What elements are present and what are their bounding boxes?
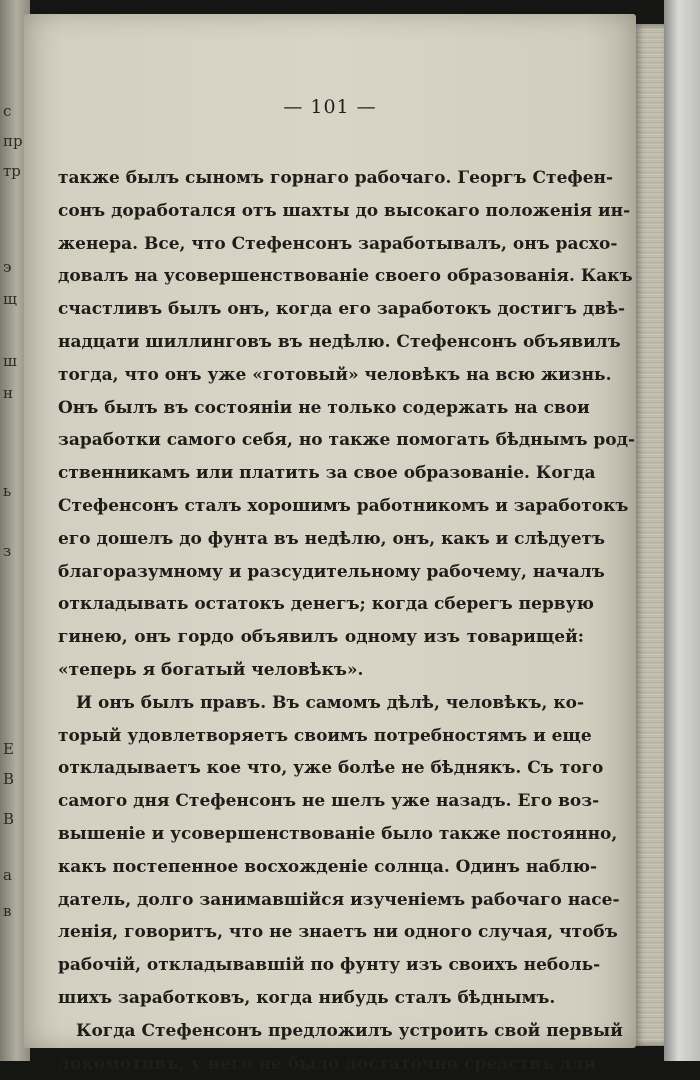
facing-page-fragment: ь xyxy=(3,482,12,500)
facing-page-fragment: в xyxy=(3,902,12,920)
text-line: Стефенсонъ сталъ хорошимъ работникомъ и заработокъ xyxy=(58,495,629,516)
text-line: торый удовлетворяетъ своимъ потребностямъ и еще xyxy=(58,725,592,746)
text-line: тогда, что онъ уже «готовый» человѣкъ на всю жизнь. xyxy=(58,364,612,385)
text-line: локомотивъ, у него не было достаточно средствъ для xyxy=(58,1053,596,1074)
text-line: его дошелъ до фунта въ недѣлю, онъ, какъ и слѣдуетъ xyxy=(58,528,606,549)
text-line: откладывать остатокъ денегъ; когда сберегъ первую xyxy=(58,594,594,615)
text-line-paragraph-start: И онъ былъ правъ. Въ самомъ дѣлѣ, человѣкъ, ко- xyxy=(76,692,584,713)
facing-page-fragment: с xyxy=(3,102,12,120)
text-line: благоразумному и разсудительному рабочему, началъ xyxy=(58,561,605,582)
text-line: гинею, онъ гордо объявилъ одному изъ товарищей: xyxy=(58,627,584,648)
text-line: сонъ доработался отъ шахты до высокаго положенія ин- xyxy=(58,200,631,221)
text-line-paragraph-end: «теперь я богатый человѣкъ». xyxy=(58,659,364,680)
facing-page-fragment: В xyxy=(3,810,15,828)
text-line: какъ постепенное восхожденіе солнца. Одинъ наблю- xyxy=(58,856,598,877)
facing-page-fragment: В xyxy=(3,770,15,788)
text-line: вышеніе и усовершенствованіе было также постоянно, xyxy=(58,823,618,844)
text-line: счастливъ былъ онъ, когда его заработокъ достигъ двѣ- xyxy=(58,299,626,320)
facing-page-fragment: э xyxy=(3,258,12,276)
facing-page-fragment: тр xyxy=(3,162,21,180)
text-line: откладываетъ кое что, уже болѣе не бѣднякъ. Съ того xyxy=(58,758,604,779)
text-line: также былъ сыномъ горнаго рабочаго. Георгъ Стефен- xyxy=(58,168,614,188)
background-cloth xyxy=(664,0,700,1061)
book-page xyxy=(24,14,636,1074)
text-line: женера. Все, что Стефенсонъ заработывалъ, онъ расхо- xyxy=(58,233,618,254)
text-line-paragraph-start: Когда Стефенсонъ предложилъ устроить свой первый xyxy=(76,1020,623,1041)
text-line: датель, долго занимавшійся изученіемъ рабочаго насе- xyxy=(58,889,620,910)
text-line: ственникамъ или платить за свое образованіе. Когда xyxy=(58,463,596,484)
text-line: Онъ былъ въ состояніи не только содержать на свои xyxy=(58,397,590,418)
text-line: довалъ на усовершенствованіе своего образованія. Какъ xyxy=(58,266,633,287)
text-line: заработки самого себя, но также помогать бѣднымъ род- xyxy=(58,430,636,451)
text-line: самого дня Стефенсонъ не шелъ уже назадъ. Его воз- xyxy=(58,791,600,812)
facing-page-fragment: з xyxy=(3,542,12,560)
text-line: ленія, говоритъ, что не знаетъ ни одного случая, чтобъ xyxy=(58,922,618,943)
facing-page-fragment: н xyxy=(3,384,13,402)
page-number: — 101 — xyxy=(283,96,377,118)
text-line: рабочій, откладывавшій по фунту изъ своихъ неболь- xyxy=(58,955,601,976)
page-body-text xyxy=(58,162,636,1080)
facing-page-fragment: ш xyxy=(3,352,17,370)
facing-page-fragment: а xyxy=(3,866,12,884)
facing-page-fragment: пр xyxy=(3,132,23,150)
text-line: надцати шиллинговъ въ недѣлю. Стефенсонъ объявилъ xyxy=(58,331,621,352)
facing-page-fragment: щ xyxy=(3,290,17,308)
facing-page-fragment: Е xyxy=(3,740,14,758)
text-line-paragraph-end: шихъ заработковъ, когда нибудь сталъ бѣднымъ. xyxy=(58,987,556,1008)
